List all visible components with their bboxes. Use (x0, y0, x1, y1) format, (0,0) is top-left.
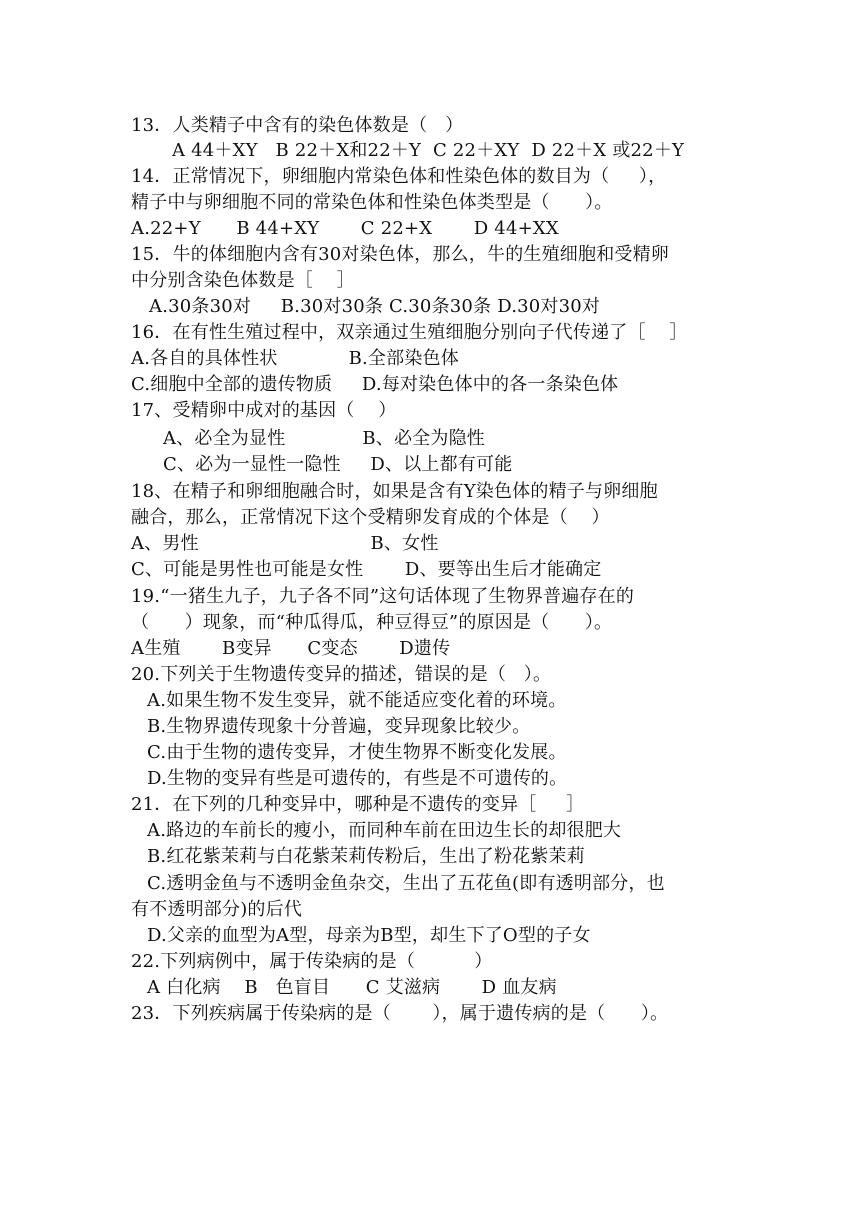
question-23: 23．下列疾病属于传染病的是（ ），属于遗传病的是（ ）。 (131, 1003, 669, 1024)
question-18-options-row-1: A、男性 B、女性 (131, 533, 439, 554)
question-14-line-1: 14．正常情况下，卵细胞内常染色体和性染色体的数目为（ ）， (131, 166, 667, 187)
question-19-options: A生殖 B变异 C变态 D遗传 (131, 638, 451, 659)
question-18-options-row-2: C、可能是男性也可能是女性 D、要等出生后才能确定 (131, 559, 602, 580)
question-17-options-row-1: A、必全为显性 B、必全为隐性 (163, 428, 486, 449)
question-20-option-b: B.生物界遗传现象十分普遍，变异现象比较少。 (147, 716, 531, 737)
question-21: 21．在下列的几种变异中，哪种是不遗传的变异［ ］ (131, 794, 585, 815)
question-20: 20.下列关于生物遗传变异的描述，错误的是（ ）。 (131, 664, 552, 685)
question-20-option-a: A.如果生物不发生变异，就不能适应变化着的环境。 (147, 690, 567, 711)
question-16-options-row-2: C.细胞中全部的遗传物质 D.每对染色体中的各一条染色体 (131, 374, 619, 395)
question-22-options: A 白化病 B 色盲目 C 艾滋病 D 血友病 (147, 977, 557, 998)
question-20-option-c: C.由于生物的遗传变异，才使生物界不断变化发展。 (147, 742, 567, 763)
question-21-option-c-line-2: 有不透明部分)的后代 (131, 899, 303, 920)
question-13: 13．人类精子中含有的染色体数是（ ） (131, 115, 464, 136)
question-14-options: A.22+Y B 44+XY C 22+X D 44+XX (131, 218, 559, 239)
question-13-options: A 44＋XY B 22＋X和22＋Y C 22＋XY D 22＋X 或22＋Y (172, 140, 685, 161)
question-16: 16．在有性生殖过程中，双亲通过生殖细胞分别向子代传递了［ ］ (131, 322, 688, 343)
question-15-line-2: 中分别含染色体数是［ ］ (131, 270, 355, 291)
question-16-options-row-1: A.各自的具体性状 B.全部染色体 (131, 348, 459, 369)
question-15-line-1: 15．牛的体细胞内含有30对染色体，那么，牛的生殖细胞和受精卵 (131, 244, 670, 265)
question-17: 17、受精卵中成对的基因（ ） (131, 400, 397, 421)
question-21-option-b: B.红花紫茉莉与白花紫茉莉传粉后，生出了粉花紫茉莉 (147, 846, 585, 867)
question-21-option-c-line-1: C.透明金鱼与不透明金鱼杂交，生出了五花鱼(即有透明部分，也 (147, 873, 665, 894)
question-19-line-1: 19.“一猪生九子，九子各不同”这句话体现了生物界普遍存在的 (131, 586, 635, 607)
question-14-line-2: 精子中与卵细胞不同的常染色体和性染色体类型是（ ）。 (131, 192, 613, 213)
question-15-options: A.30条30对 B.30对30条 C.30条30条 D.30对30对 (149, 296, 601, 317)
question-20-option-d: D.生物的变异有些是可遗传的，有些是不可遗传的。 (147, 768, 568, 789)
question-18-line-2: 融合，那么，正常情况下这个受精卵发育成的个体是（ ） (131, 507, 610, 528)
question-21-option-d: D.父亲的血型为A型，母亲为B型，却生下了O型的子女 (147, 925, 591, 946)
question-18-line-1: 18、在精子和卵细胞融合时，如果是含有Y染色体的精子与卵细胞 (131, 481, 658, 502)
question-19-line-2: （ ）现象，而“种瓜得瓜，种豆得豆”的原因是（ ）。 (131, 612, 613, 633)
question-17-options-row-2: C、必为一显性一隐性 D、以上都有可能 (163, 454, 513, 475)
question-21-option-a: A.路边的车前长的瘦小，而同种车前在田边生长的却很肥大 (147, 820, 622, 841)
question-22: 22.下列病例中，属于传染病的是（ ） (131, 951, 493, 972)
